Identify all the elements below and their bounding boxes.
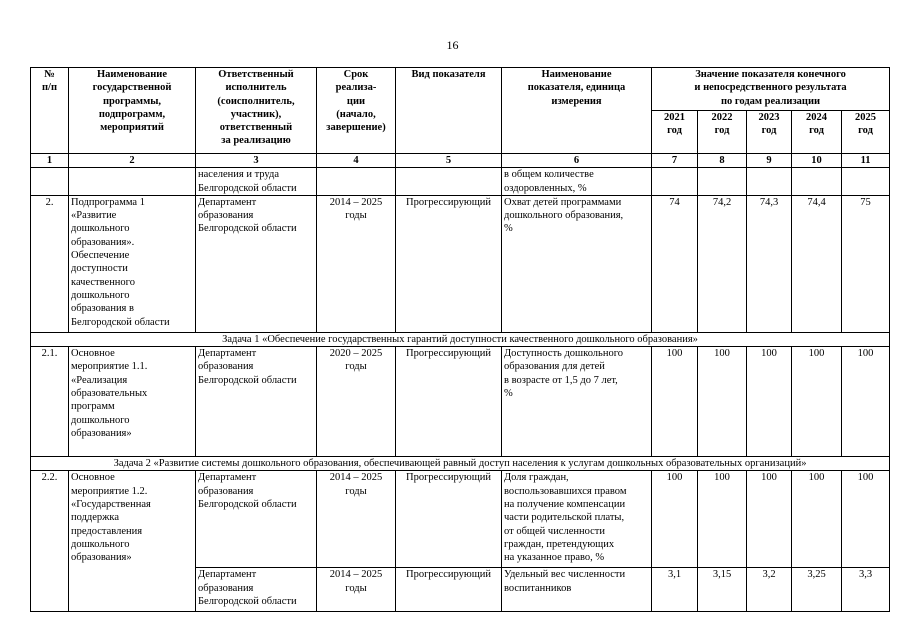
column-number: 3 [196,154,317,168]
column-number: 4 [317,154,396,168]
column-number: 2 [69,154,196,168]
value-cell: 100 [747,347,792,457]
indicator-cell: Доля граждан, воспользовавшихся правом на получение компенсации части родительской платы, от общей численности граждан, претендующих на указанное право, % [502,471,652,568]
value-cell: 100 [792,347,842,457]
header-num: № п/п [31,68,69,154]
responsible-cell: населения и труда Белгородской области [196,168,317,196]
term-cell: 2014 – 2025 годы [317,195,396,332]
row-number: 2. [31,195,69,332]
value-cell: 100 [842,347,890,457]
page-number: 16 [446,38,459,52]
value-cell: 3,2 [747,568,792,612]
task-row [31,457,890,471]
value-cell: 74,2 [698,195,747,332]
indicator-type-cell: Прогрессирующий [396,471,502,568]
value-cell: 3,1 [652,568,698,612]
table-row [31,347,890,457]
value-cell: 100 [792,471,842,568]
value-cell: 3,15 [698,568,747,612]
value-cell: 100 [698,471,747,568]
header-name: Наименование государственной программы, подпрограмм, мероприятий [69,68,196,154]
indicator-type-cell: Прогрессирующий [396,568,502,612]
value-cell: 100 [747,471,792,568]
header-year: 2024 год [792,111,842,154]
program-name-cell: Основное мероприятие 1.2. «Государственная поддержка предоставления дошкольного образования» [69,471,196,612]
column-number: 8 [698,154,747,168]
header-term: Срок реализа- ции (начало, завершение) [317,68,396,154]
value-cell: 74 [652,195,698,332]
indicator-cell: Охват детей программами дошкольного образования, % [502,195,652,332]
term-cell: 2014 – 2025 годы [317,471,396,568]
column-number: 9 [747,154,792,168]
header-responsible: Ответственный исполнитель (соисполнитель, участник), ответственный за реализацию [196,68,317,154]
column-number: 11 [842,154,890,168]
column-number: 6 [502,154,652,168]
task-row [31,332,890,346]
value-cell: 74,4 [792,195,842,332]
responsible-cell: Департамент образования Белгородской области [196,568,317,612]
task-2-heading: Задача 2 «Развитие системы дошкольного образования, обеспечивающей равный доступ населения к услугам дошкольных образовательных организаций» [31,457,890,471]
value-cell: 3,25 [792,568,842,612]
indicator-cell: Удельный вес численности воспитанников [502,568,652,612]
header-year: 2025 год [842,111,890,154]
indicator-cell: в общем количестве оздоровленных, % [502,168,652,196]
header-year: 2021 год [652,111,698,154]
program-indicators-table [30,67,890,612]
value-cell: 100 [652,471,698,568]
table-row [31,168,890,196]
header-indicator-type: Вид показателя [396,68,502,154]
responsible-cell: Департамент образования Белгородской области [196,347,317,457]
header-indicator-name: Наименование показателя, единица измерения [502,68,652,154]
task-1-heading: Задача 1 «Обеспечение государственных гарантий доступности качественного дошкольного образования» [31,332,890,346]
term-cell: 2014 – 2025 годы [317,568,396,612]
term-cell: 2020 – 2025 годы [317,347,396,457]
column-number: 10 [792,154,842,168]
header-year: 2022 год [698,111,747,154]
table-row [31,471,890,568]
value-cell: 75 [842,195,890,332]
table-row [31,195,890,332]
program-name-cell: Основное мероприятие 1.1. «Реализация образовательных программ дошкольного образования» [69,347,196,457]
program-name-cell: Подпрограмма 1 «Развитие дошкольного образования». Обеспечение доступности качественного дошкольного образования в Белгородской области [69,195,196,332]
column-number: 1 [31,154,69,168]
row-number: 2.1. [31,347,69,457]
responsible-cell: Департамент образования Белгородской области [196,195,317,332]
value-cell: 100 [698,347,747,457]
row-number: 2.2. [31,471,69,612]
column-number: 7 [652,154,698,168]
value-cell: 3,3 [842,568,890,612]
indicator-type-cell: Прогрессирующий [396,195,502,332]
indicator-type-cell: Прогрессирующий [396,347,502,457]
value-cell: 100 [652,347,698,457]
indicator-cell: Доступность дошкольного образования для детей в возрасте от 1,5 до 7 лет, % [502,347,652,457]
column-number: 5 [396,154,502,168]
header-values-group: Значение показателя конечного и непосредственного результата по годам реализации [652,68,890,111]
value-cell: 100 [842,471,890,568]
header-year: 2023 год [747,111,792,154]
value-cell: 74,3 [747,195,792,332]
responsible-cell: Департамент образования Белгородской области [196,471,317,568]
